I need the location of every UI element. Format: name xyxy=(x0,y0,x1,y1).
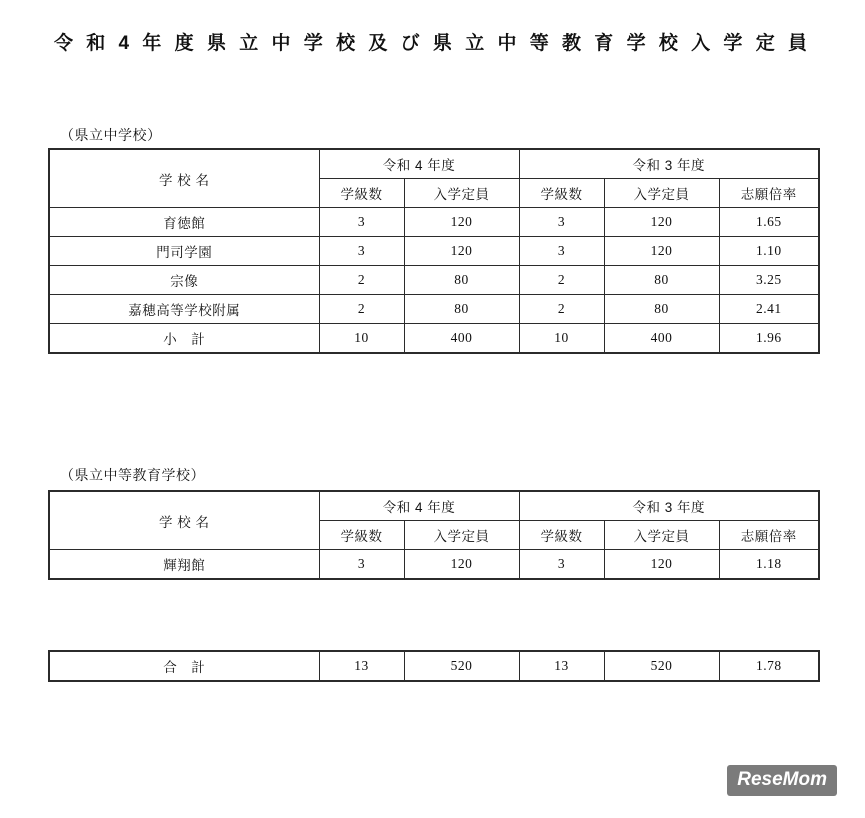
table-subtotal-row xyxy=(49,324,819,354)
cell-subtotal-label: 小 計 xyxy=(49,324,319,354)
table-header-row-top xyxy=(49,491,819,521)
cell-capacity-r4: 80 xyxy=(404,266,519,295)
cell-classes-r4: 3 xyxy=(319,208,404,237)
cell-capacity-r3: 120 xyxy=(604,237,719,266)
cell-subtotal-capacity-r3: 400 xyxy=(604,324,719,354)
cell-total-classes-r4: 13 xyxy=(319,651,404,681)
cell-school-name: 門司学園 xyxy=(49,237,319,266)
cell-capacity-r3: 80 xyxy=(604,266,719,295)
table-header-row-top xyxy=(49,149,819,179)
table-total-row xyxy=(49,651,819,681)
cell-total-classes-r3: 13 xyxy=(519,651,604,681)
table-row xyxy=(49,550,819,580)
header-capacity-r3: 入学定員 xyxy=(604,179,719,208)
cell-capacity-r3: 80 xyxy=(604,295,719,324)
cell-capacity-r3: 120 xyxy=(604,550,719,580)
section-label-secondary-school: （県立中等教育学校） xyxy=(60,467,205,483)
cell-school-name: 輝翔館 xyxy=(49,550,319,580)
header-ratio-r3: 志願倍率 xyxy=(719,179,819,208)
header-year-r3: 令和 3 年度 xyxy=(519,491,819,521)
cell-school-name: 宗像 xyxy=(49,266,319,295)
cell-ratio-r3: 1.10 xyxy=(719,237,819,266)
header-year-r4: 令和 4 年度 xyxy=(319,491,519,521)
header-capacity-r4: 入学定員 xyxy=(404,521,519,550)
section-label-junior-high: （県立中学校） xyxy=(60,127,162,143)
cell-total-capacity-r3: 520 xyxy=(604,651,719,681)
table-row xyxy=(49,266,819,295)
cell-capacity-r4: 120 xyxy=(404,550,519,580)
table-row xyxy=(49,295,819,324)
cell-classes-r3: 3 xyxy=(519,237,604,266)
cell-classes-r3: 3 xyxy=(519,208,604,237)
cell-subtotal-classes-r4: 10 xyxy=(319,324,404,354)
cell-capacity-r4: 80 xyxy=(404,295,519,324)
cell-school-name: 嘉穂高等学校附属 xyxy=(49,295,319,324)
cell-subtotal-classes-r3: 10 xyxy=(519,324,604,354)
header-year-r4: 令和 4 年度 xyxy=(319,149,519,179)
cell-classes-r3: 3 xyxy=(519,550,604,580)
table-grand-total xyxy=(48,650,820,682)
cell-ratio-r3: 3.25 xyxy=(719,266,819,295)
cell-total-capacity-r4: 520 xyxy=(404,651,519,681)
cell-subtotal-ratio-r3: 1.96 xyxy=(719,324,819,354)
cell-ratio-r3: 2.41 xyxy=(719,295,819,324)
cell-classes-r4: 2 xyxy=(319,266,404,295)
header-year-r3: 令和 3 年度 xyxy=(519,149,819,179)
cell-capacity-r4: 120 xyxy=(404,237,519,266)
cell-classes-r4: 2 xyxy=(319,295,404,324)
header-school-name: 学 校 名 xyxy=(49,491,319,550)
cell-classes-r4: 3 xyxy=(319,237,404,266)
cell-capacity-r3: 120 xyxy=(604,208,719,237)
header-capacity-r3: 入学定員 xyxy=(604,521,719,550)
table-secondary-school xyxy=(48,490,820,580)
table-row xyxy=(49,208,819,237)
cell-subtotal-capacity-r4: 400 xyxy=(404,324,519,354)
cell-total-label: 合 計 xyxy=(49,651,319,681)
header-capacity-r4: 入学定員 xyxy=(404,179,519,208)
header-classes-r4: 学級数 xyxy=(319,521,404,550)
header-classes-r3: 学級数 xyxy=(519,521,604,550)
table-row xyxy=(49,237,819,266)
cell-classes-r3: 2 xyxy=(519,266,604,295)
cell-classes-r3: 2 xyxy=(519,295,604,324)
table-junior-high xyxy=(48,148,820,354)
cell-total-ratio-r3: 1.78 xyxy=(719,651,819,681)
watermark-logo: ReseMom xyxy=(727,765,837,796)
cell-school-name: 育徳館 xyxy=(49,208,319,237)
cell-classes-r4: 3 xyxy=(319,550,404,580)
header-classes-r3: 学級数 xyxy=(519,179,604,208)
header-ratio-r3: 志願倍率 xyxy=(719,521,819,550)
header-classes-r4: 学級数 xyxy=(319,179,404,208)
cell-capacity-r4: 120 xyxy=(404,208,519,237)
cell-ratio-r3: 1.18 xyxy=(719,550,819,580)
cell-ratio-r3: 1.65 xyxy=(719,208,819,237)
header-school-name: 学 校 名 xyxy=(49,149,319,208)
page-title: 令 和 4 年 度 県 立 中 学 校 及 び 県 立 中 等 教 育 学 校 入 学 定 員 xyxy=(54,33,811,54)
